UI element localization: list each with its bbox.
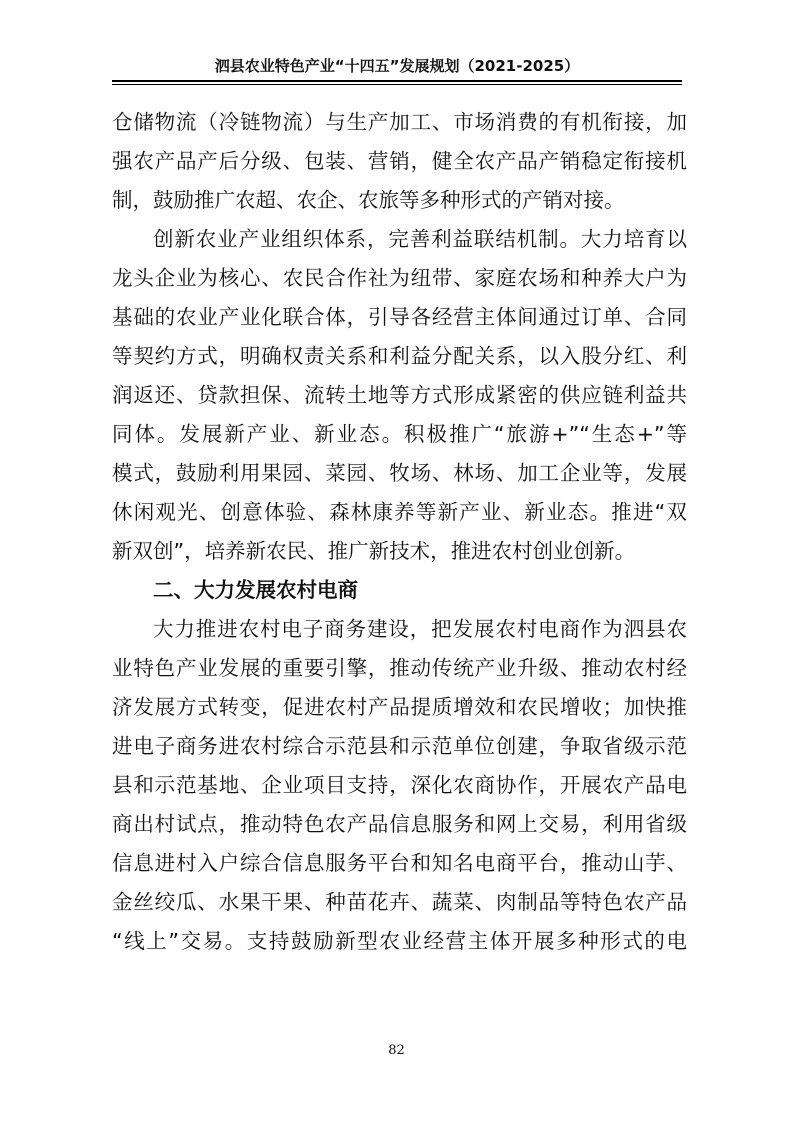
text-line: 润返还、贷款担保、流转土地等方式形成紧密的供应链利益共 <box>112 383 687 407</box>
text-line: 强农产品产后分级、包装、营销，健全农产品产销稳定衔接机 <box>112 149 687 173</box>
text-line: 模式，鼓励利用果园、菜园、牧场、林场、加工企业等，发展 <box>112 461 687 485</box>
section-heading: 二、大力发展农村电商 <box>153 578 358 602</box>
text-line: 商出村试点，推动特色农产品信息服务和网上交易，利用省级 <box>112 812 687 836</box>
text-line: 业特色产业发展的重要引擎，推动传统产业升级、推动农村经 <box>112 656 687 680</box>
text-line: 进电子商务进农村综合示范县和示范单位创建，争取省级示范 <box>112 734 687 758</box>
running-header: 泗县农业特色产业“十四五”发展规划（2021-2025） <box>214 57 580 75</box>
text-line: “线上”交易。支持鼓励新型农业经营主体开展多种形式的电 <box>112 929 687 953</box>
paragraph-1 <box>112 103 687 220</box>
text-line: 大力推进农村电子商务建设，把发展农村电商作为泗县农 <box>153 617 687 641</box>
paragraph-3 <box>112 610 687 961</box>
header-rule-thin <box>112 84 682 85</box>
text-line: 金丝绞瓜、水果干果、种苗花卉、蔬菜、肉制品等特色农产品 <box>112 890 687 914</box>
header-rule-thick <box>112 80 682 82</box>
text-line: 创新农业产业组织体系，完善利益联结机制。大力培育以 <box>153 227 687 251</box>
text-line: 县和示范基地、企业项目支持，深化农商协作，开展农产品电 <box>112 773 687 797</box>
text-line: 制，鼓励推广农超、农企、农旅等多种形式的产销对接。 <box>112 188 625 212</box>
text-line: 信息进村入户综合信息服务平台和知名电商平台，推动山芋、 <box>112 851 687 875</box>
text-line: 休闲观光、创意体验、森林康养等新产业、新业态。推进“双 <box>112 500 687 524</box>
text-line: 龙头企业为核心、农民合作社为纽带、家庭农场和种养大户为 <box>112 266 687 290</box>
text-line: 新双创”，培养新农民、推广新技术，推进农村创业创新。 <box>112 539 636 563</box>
text-line: 同体。发展新产业、新业态。积极推广“旅游+”“生态+”等 <box>112 422 687 446</box>
paragraph-2 <box>112 220 687 571</box>
body-text <box>112 103 687 961</box>
text-line: 基础的农业产业化联合体，引导各经营主体间通过订单、合同 <box>112 305 687 329</box>
page-number: 82 <box>388 1043 405 1058</box>
text-line: 仓储物流（冷链物流）与生产加工、市场消费的有机衔接，加 <box>112 110 687 134</box>
text-line: 济发展方式转变，促进农村产品提质增效和农民增收；加快推 <box>112 695 687 719</box>
text-line: 等契约方式，明确权责关系和利益分配关系，以入股分红、利 <box>112 344 687 368</box>
